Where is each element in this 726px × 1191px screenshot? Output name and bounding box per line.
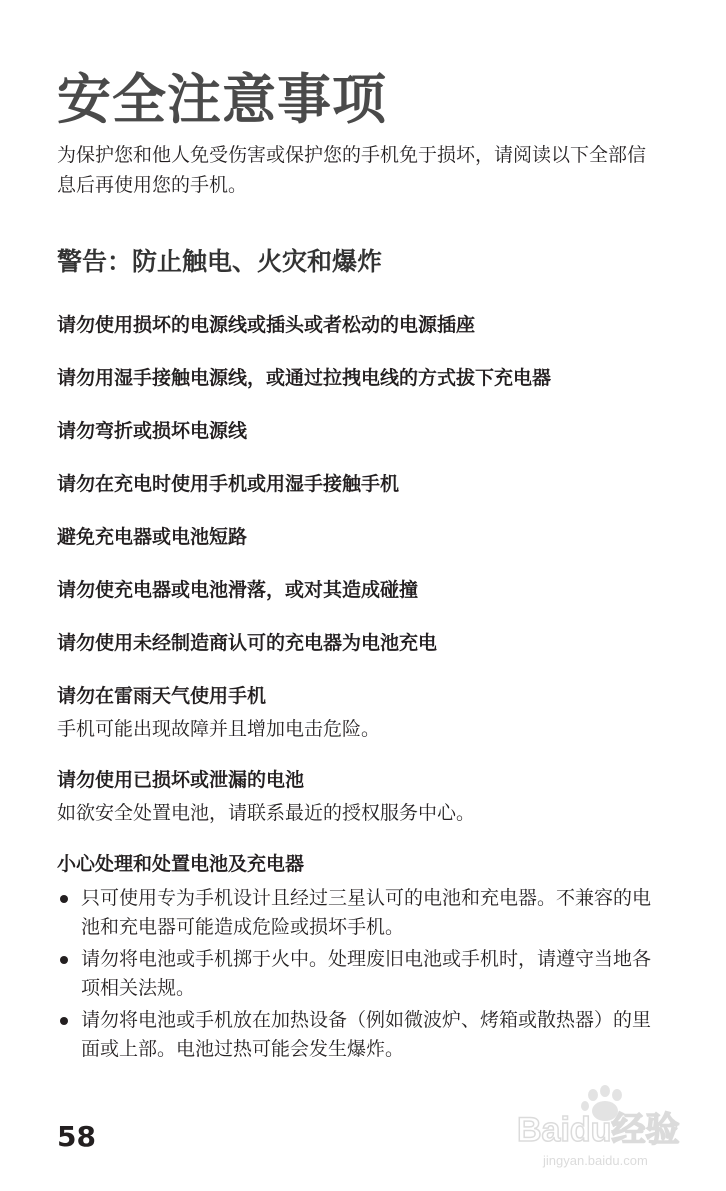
warning-item: 避免充电器或电池短路	[57, 526, 248, 548]
bullet-item	[57, 945, 657, 1003]
thunderstorm-text: 手机可能出现故障并且增加电击危险。	[57, 718, 381, 740]
handling-heading: 小心处理和处置电池及充电器	[57, 853, 305, 875]
bullet-text: 请勿将电池或手机放在加热设备（例如微波炉、烤箱或散热器）的里面或上部。电池过热可能会发生爆炸。	[81, 1009, 652, 1060]
bullet-item	[57, 884, 657, 942]
baidu-watermark-logo	[515, 1085, 705, 1175]
warning-item: 请勿使用未经制造商认可的充电器为电池充电	[57, 632, 438, 654]
watermark-url: jingyan.baidu.com	[543, 1153, 648, 1168]
warning-item: 请勿弯折或损坏电源线	[57, 420, 248, 442]
damaged-battery-heading: 请勿使用已损坏或泄漏的电池	[57, 769, 305, 791]
bullet-text: 请勿将电池或手机掷于火中。处理废旧电池或手机时，请遵守当地各项相关法规。	[81, 948, 652, 999]
bullet-item	[57, 1006, 657, 1064]
bullet-dot-icon	[60, 956, 68, 964]
warning-item: 请勿使用损坏的电源线或插头或者松动的电源插座	[57, 314, 476, 336]
page-title: 安全注意事项	[57, 68, 387, 131]
watermark-brand: Baidu经验	[517, 1111, 680, 1149]
warning-item: 请勿用湿手接触电源线，或通过拉拽电线的方式拔下充电器	[57, 367, 552, 389]
page-number: 58	[57, 1120, 96, 1153]
handling-bullet-list	[57, 884, 657, 1067]
intro-paragraph: 为保护您和他人免受伤害或保护您的手机免于损坏，请阅读以下全部信息后再使用您的手机。	[57, 144, 647, 196]
thunderstorm-heading: 请勿在雷雨天气使用手机	[57, 685, 267, 707]
damaged-battery-text: 如欲安全处置电池，请联系最近的授权服务中心。	[57, 802, 476, 824]
bullet-dot-icon	[60, 895, 68, 903]
bullet-text: 只可使用专为手机设计且经过三星认可的电池和充电器。不兼容的电池和充电器可能造成危险或损坏手机。	[81, 887, 652, 938]
warning-item: 请勿在充电时使用手机或用湿手接触手机	[57, 473, 400, 495]
warning-item: 请勿使充电器或电池滑落，或对其造成碰撞	[57, 579, 419, 601]
bullet-dot-icon	[60, 1017, 68, 1025]
section-heading: 警告：防止触电、火灾和爆炸	[57, 247, 383, 276]
